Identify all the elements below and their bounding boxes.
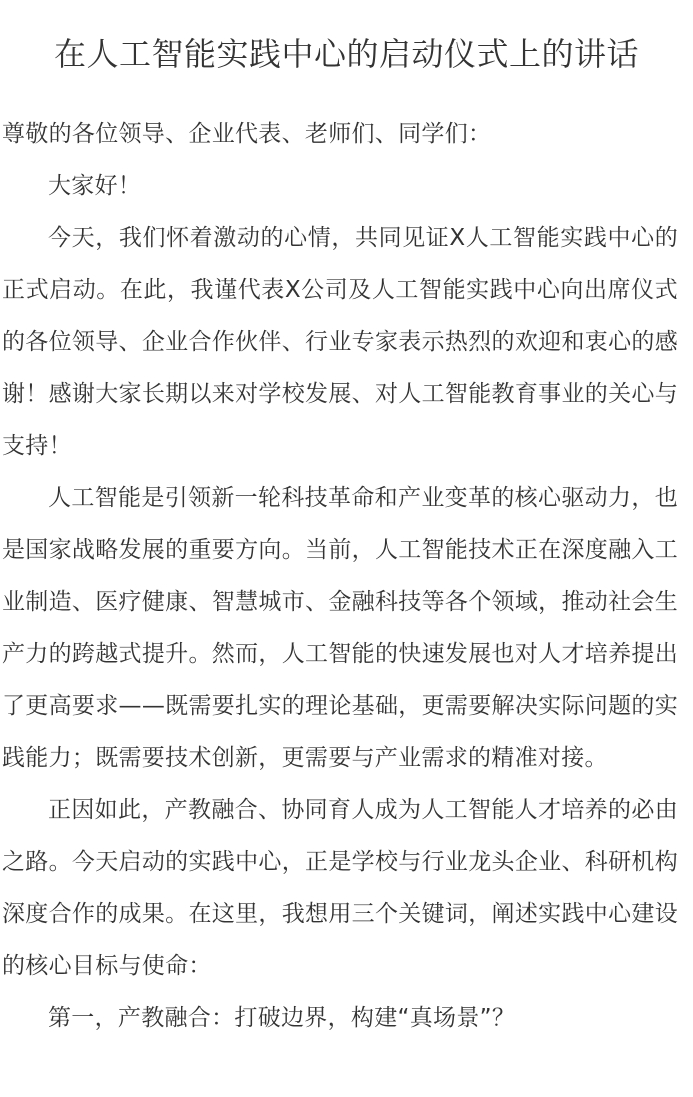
paragraph: 人工智能是引领新一轮科技革命和产业变革的核心驱动力，也是国家战略发展的重要方向。当前，人工智能技术正在深度融入工业制造、医疗健康、智慧城市、金融科技等各个领域，推动社会生产力的跨越式提升。然而，人工智能的快速发展也对人才培养提出了更高要求——既需要扎实的理论基础，更需要解决实际问题的实践能力；既需要技术创新，更需要与产业需求的精准对接。 [2,485,678,771]
paragraph: 第一，产教融合：打破边界，构建“真场景”？ [48,1005,516,1031]
greeting: 大家好！ [48,173,142,199]
paragraph: 正因如此，产教融合、协同育人成为人工智能人才培养的必由之路。今天启动的实践中心，正是学校与行业龙头企业、科研机构深度合作的成果。在这里，我想用三个关键词，阐述实践中心建设的核心目标与使命： [2,797,678,979]
page-title: 在人工智能实践中心的启动仪式上的讲话 [53,35,639,73]
speech-body [2,108,678,1044]
paragraph: 今天，我们怀着激动的心情，共同见证X人工智能实践中心的正式启动。在此，我谨代表X公司及人工智能实践中心向出席仪式的各位领导、企业合作伙伴、行业专家表示热烈的欢迎和衷心的感谢！感谢大家长期以来对学校发展、对人工智能教育事业的关心与支持！ [2,225,678,459]
salutation: 尊敬的各位领导、企业代表、老师们、同学们： [2,121,492,147]
